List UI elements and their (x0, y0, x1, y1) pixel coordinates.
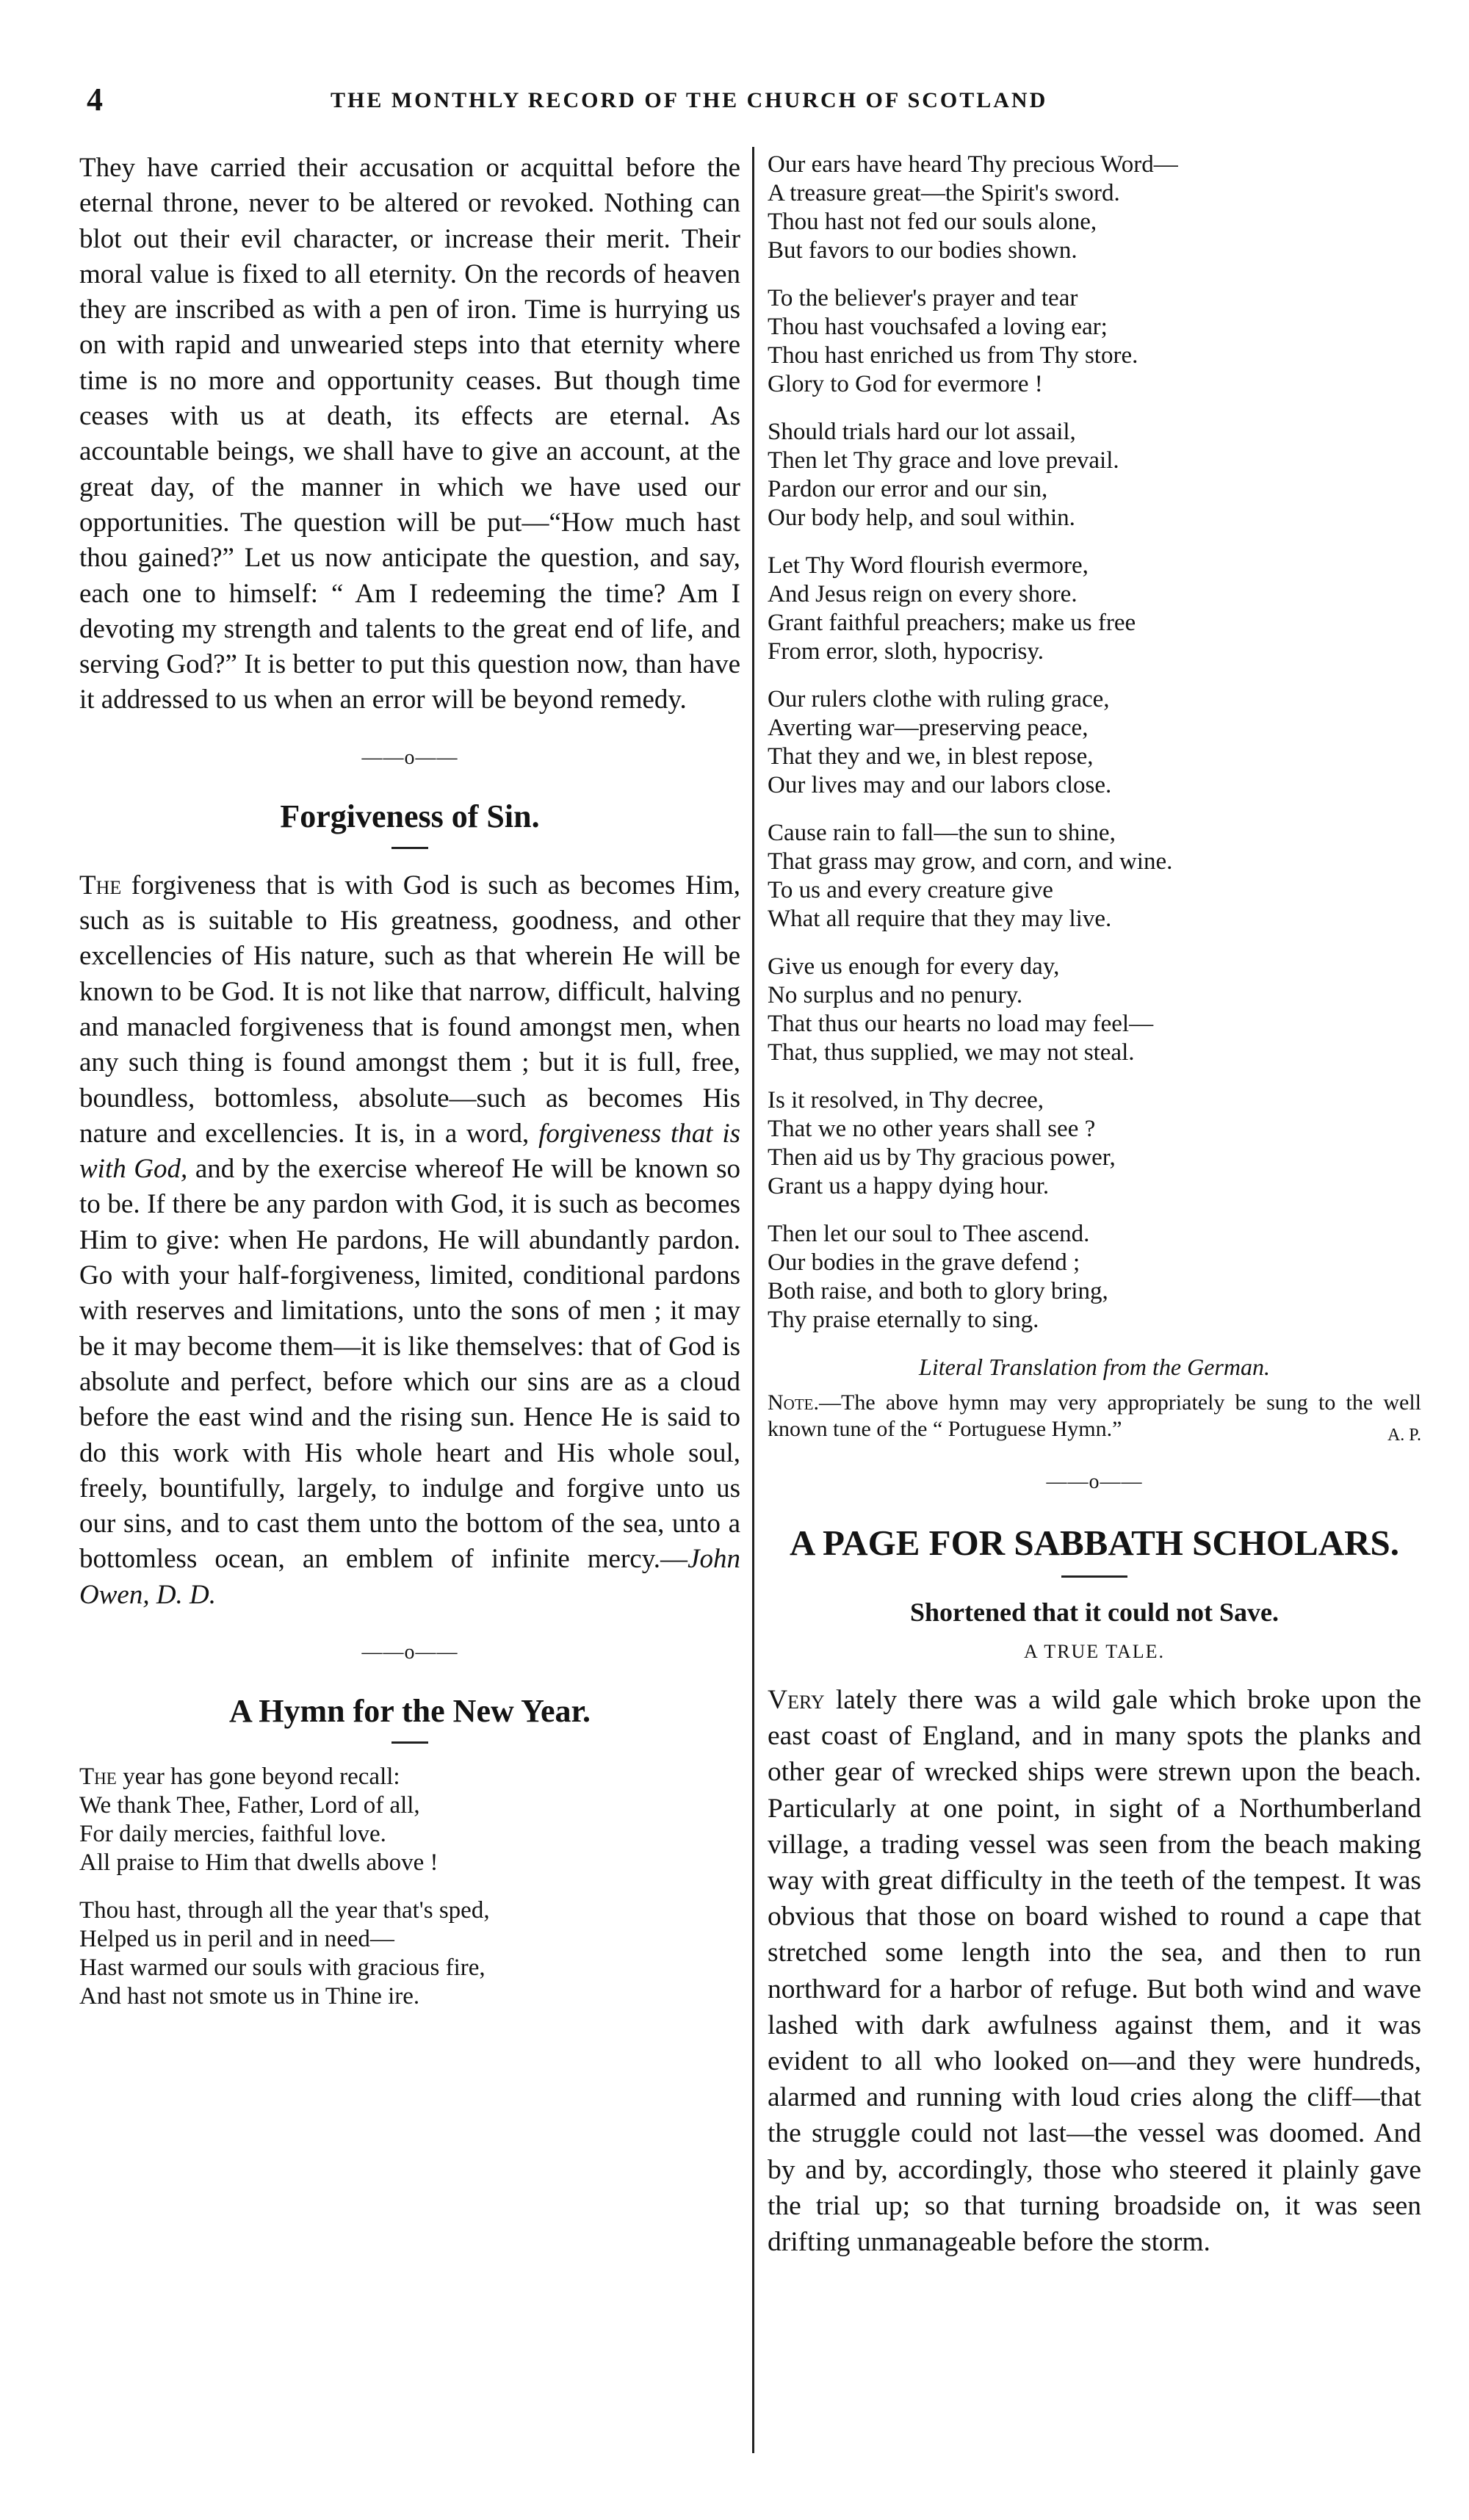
verse-line: Pardon our error and our sin, (768, 476, 1048, 502)
verse-line: Our bodies in the grave defend ; (768, 1249, 1080, 1276)
hymn-stanza (768, 151, 1421, 265)
left-column (79, 151, 740, 2030)
verse-line: That, thus supplied, we may not steal. (768, 1039, 1135, 1066)
translation-credit: Literal Translation from the German. (919, 1354, 1270, 1380)
verse-line: Is it resolved, in Thy decree, (768, 1087, 1044, 1113)
verse-line: That grass may grow, and corn, and wine. (768, 848, 1173, 875)
separator: ——o—— (361, 1640, 458, 1664)
hymn-stanza (768, 819, 1421, 934)
verse-line: Thou hast not fed our souls alone, (768, 209, 1097, 235)
forgiveness-emphasis: forgiveness that is with God, (79, 1118, 741, 1185)
verse-line: Should trials hard our lot assail, (768, 419, 1076, 445)
verse-line: Thou hast enriched us from Thy store. (768, 342, 1138, 369)
verse-line: And hast not smote us in Thine ire. (79, 1982, 420, 2010)
verse-line: Our body help, and soul within. (768, 505, 1075, 531)
running-title: THE MONTHLY RECORD OF THE CHURCH OF SCOTLAND (331, 88, 1048, 112)
story-paragraph (768, 1682, 1421, 2260)
verse-line: No surplus and no penury. (768, 982, 1023, 1008)
verse-line: To us and every creature give (768, 877, 1053, 903)
verse-line: For daily mercies, faithful love. (79, 1820, 386, 1847)
title-rule (391, 1741, 428, 1744)
verse-line: Grant faithful preachers; make us free (768, 610, 1136, 636)
story-subtitle: A TRUE TALE. (1023, 1641, 1166, 1662)
verse-line: Averting war—preserving peace, (768, 715, 1089, 741)
article-title-forgiveness: Forgiveness of Sin. (280, 798, 540, 834)
verse-line: To the believer's prayer and tear (768, 285, 1078, 311)
right-column (768, 151, 1421, 2260)
drop-initial: The (79, 1763, 117, 1790)
hymn-continuation (768, 151, 1421, 1335)
verse-line: Our ears have heard Thy precious Word— (768, 151, 1178, 178)
drop-initial: The (79, 870, 122, 900)
forgiveness-text-b: and by the exercise whereof He will be known so to be. If there be any pardon with God, it is such as becomes Him to give: when He pardons, He will abundantly pardon. Go with your half-forgiveness, limited, conditional pardons with reserves and limitations, unto the sons of men ; it may be it may become them—it is like themselves: that of God is absolute and perfect, before which our sins are as a cloud before the east wind and the rising sun. Hence He is said to do this work with His whole heart and His whole soul, freely, bountifully, largely, to indulge and forgive unto us our sins, and to cast them unto the bottom of the sea, unto a bottomless ocean, an emblem of infinite mercy.— (79, 1154, 740, 1575)
hymn-note (768, 1390, 1421, 1443)
page-number: 4 (87, 82, 103, 118)
verse-line: All praise to Him that dwells above ! (79, 1849, 438, 1876)
verse-line: From error, sloth, hypocrisy. (768, 638, 1044, 665)
verse-line: Our rulers clothe with ruling grace, (768, 686, 1110, 712)
verse-line-text: year has gone beyond recall: (116, 1763, 400, 1790)
verse-line: Helped us in peril and in need— (79, 1925, 394, 1952)
forgiveness-paragraph (79, 868, 740, 1613)
hymn-stanza (768, 418, 1421, 532)
intro-paragraph: They have carried their accusation or acquittal before the eternal throne, never to be altered or revoked. Nothing can blot out their evil character, or increase their merit. Their moral value is fixed to all eternity. On the records of heaven they are inscribed as with a pen of iron. Time is hurrying us on with rapid and unwearied steps into that eternity where time is no more and opportunity ceases. But though time ceases with us at death, its effects are eternal. As accountable beings, we shall have to give an account, at the great day, of the manner in which we have used our opportunities. The question will be put—“How much hast thou gained?” Let us now anticipate the question, and say, each one to himself: “ Am I redeeming the time? Am I devoting my strength and talents to the great end of life, and serving God?” It is better to put this question now, than have it addressed to us when an error will be beyond remedy. (79, 153, 740, 715)
hymn-stanza (768, 1086, 1421, 1201)
verse-line: That we no other years shall see ? (768, 1116, 1096, 1142)
hymn-stanza (768, 552, 1421, 666)
separator: ——o—— (1046, 1470, 1143, 1493)
story-text: lately there was a wild gale which broke upon the east coast of England, and in many spots the planks and other gear of wrecked ships were strewn upon the beach. Particularly at one point, in sight of a Northumberland village, a trading vessel was seen from the beach making way with great difficulty in the teeth of the tempest. It was obvious that those on board wished to round a cape that stretched some length into the sea, and then to run northward for a harbor of refuge. But both wind and wave lashed with dark awfulness against them, and it was evident to all who looked on—and they were hundreds, alarmed and running with loud cries along the cliff—that the struggle could not last—the vessel was doomed. And by and by, accordingly, those who steered it plainly gave the trial up; so that turning broadside on, it was seen drifting unmanageable before the storm. (768, 1685, 1421, 2258)
hymn-stanza (79, 1896, 740, 2011)
verse-line: Then let our soul to Thee ascend. (768, 1221, 1090, 1247)
article-title-hymn: A Hymn for the New Year. (228, 1692, 591, 1729)
verse-line: A treasure great—the Spirit's sword. (768, 180, 1120, 206)
verse-line: Let Thy Word flourish evermore, (768, 552, 1089, 579)
verse-line (79, 1763, 740, 1791)
title-rule (1061, 1575, 1127, 1578)
verse-line: Hast warmed our souls with gracious fire, (79, 1954, 486, 1981)
verse-line: Thou hast, through all the year that's sped, (79, 1896, 490, 1924)
verse-line: That thus our hearts no load may feel— (768, 1011, 1154, 1037)
verse-line: What all require that they may live. (768, 906, 1112, 932)
forgiveness-text-a: forgiveness that is with God is such as becomes Him, such as is suitable to His greatness, goodness, and other excellencies of His nature, such as that wherein He will be known to be God. It is not like that narrow, difficult, halving and manacled forgiveness that is found amongst men, when any such thing is found amongst them ; but it is full, free, boundless, bottomless, absolute—such as becomes His nature and excellencies. It is, in a word, (79, 870, 740, 1149)
verse-line: Thou hast vouchsafed a loving ear; (768, 314, 1108, 340)
verse-line: Give us enough for every day, (768, 953, 1060, 980)
forgiveness-author: John Owen, D. D. (79, 1544, 740, 1610)
verse-line: Then let Thy grace and love prevail. (768, 447, 1119, 474)
story-title: Shortened that it could not Save. (909, 1597, 1279, 1627)
note-initials: A. P. (1387, 1426, 1421, 1445)
verse-line: Thy praise eternally to sing. (768, 1307, 1039, 1333)
column-divider (752, 147, 754, 2453)
hymn-stanza (79, 1763, 740, 1877)
verse-line: Our lives may and our labors close. (768, 772, 1112, 798)
separator: ——o—— (361, 745, 458, 769)
verse-line: Grant us a happy dying hour. (768, 1173, 1050, 1199)
verse-line: We thank Thee, Father, Lord of all, (79, 1791, 420, 1819)
verse-line: Then aid us by Thy gracious power, (768, 1144, 1116, 1171)
verse-line: That they and we, in blest repose, (768, 743, 1094, 770)
hymn-stanza (768, 953, 1421, 1067)
note-label: Note. (768, 1390, 819, 1415)
verse-line: Glory to God for evermore ! (768, 371, 1043, 397)
hymn-stanza (768, 1220, 1421, 1335)
verse-line: Both raise, and both to glory bring, (768, 1278, 1108, 1304)
title-rule (391, 847, 428, 849)
verse-line: And Jesus reign on every shore. (768, 581, 1078, 607)
drop-initial: Very (768, 1685, 825, 1715)
note-text: —The above hymn may very appropriately be sung to the well known tune of the “ Portuguese Hymn.” (768, 1390, 1421, 1441)
section-title: A PAGE FOR SABBATH SCHOLARS. (790, 1523, 1399, 1563)
hymn-stanza (768, 685, 1421, 800)
verse-line: But favors to our bodies shown. (768, 237, 1078, 264)
verse-line: Cause rain to fall—the sun to shine, (768, 820, 1116, 846)
hymn-stanza (768, 284, 1421, 399)
page-header (81, 81, 1403, 125)
